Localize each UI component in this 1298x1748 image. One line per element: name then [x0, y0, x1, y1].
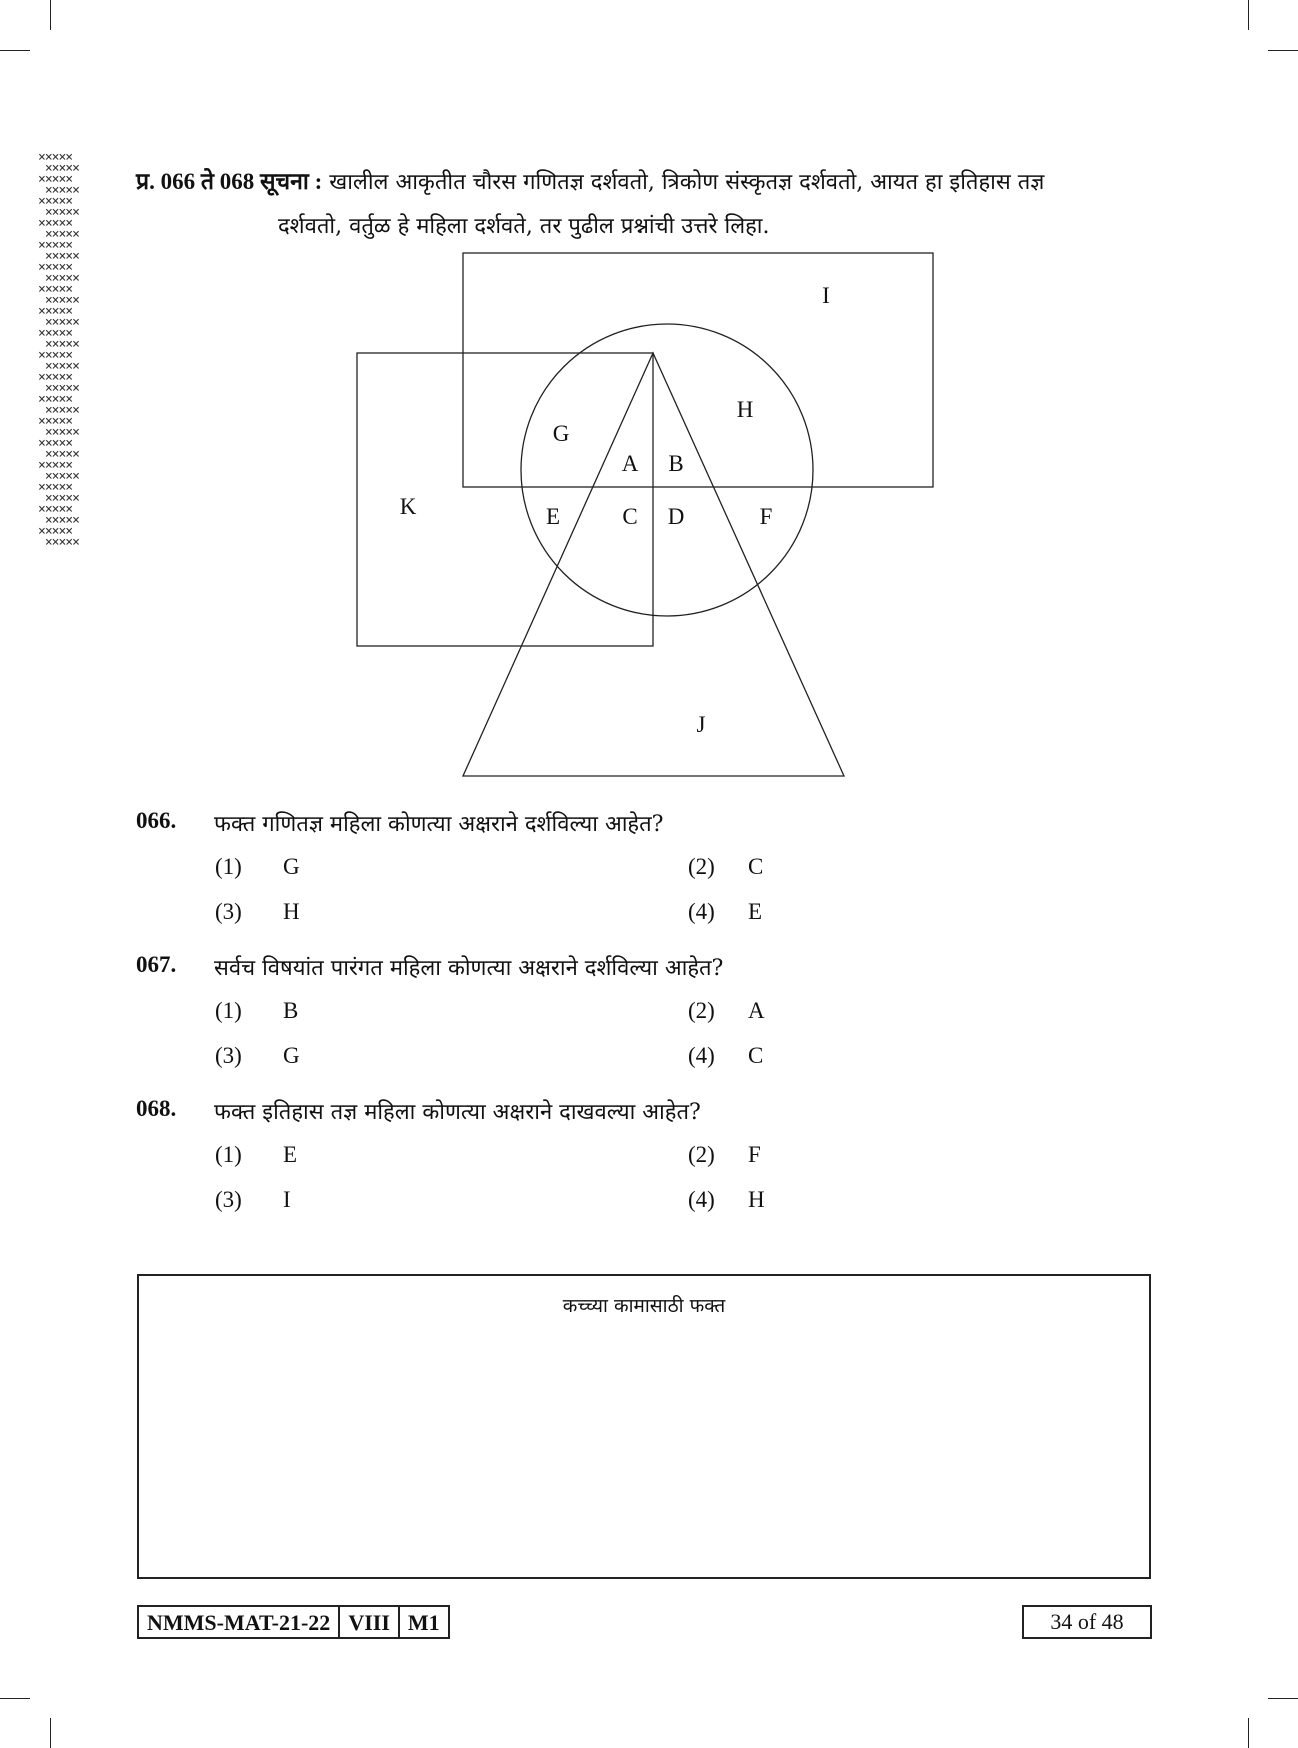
crop-mark — [0, 1698, 30, 1699]
rough-work-title: कच्च्या कामासाठी फक्त — [562, 1295, 726, 1317]
paper-code-box — [137, 1605, 450, 1639]
option-067-1[interactable] — [215, 998, 298, 1024]
option-number: (3) — [215, 1043, 242, 1068]
option-068-2[interactable] — [688, 1142, 761, 1168]
instruction-line-2: दर्शवतो, वर्तुळ हे महिला दर्शवते, तर पुढील प्रश्नांची उत्तरे लिहा. — [278, 214, 770, 239]
instruction-label: प्र. 066 ते 068 सूचना : — [136, 169, 323, 194]
option-068-3[interactable] — [215, 1187, 291, 1213]
rough-work-box — [137, 1274, 1151, 1579]
region-label-k: K — [399, 494, 417, 519]
decorative-x-pattern: ××××× ××××× ××××× ××××× ××××× ××××× ××××× ××××× ××××× ××××× ××××× ××××× ××××× ××××× ××××× ××××× ××××× ××××× ××××× ××××× ××××× ××××× ××××× ××××× ××××× ××××× ××××× ××××× ××××× ××××× ××××× ××××× ××××× ××××× ××××× ××××× — [38, 152, 79, 548]
region-label-c: C — [622, 504, 638, 529]
option-067-4[interactable] — [688, 1043, 763, 1069]
option-066-2[interactable] — [688, 854, 763, 880]
option-value: C — [748, 1043, 764, 1068]
region-label-e: E — [545, 504, 561, 529]
instruction-line-1: खालील आकृतीत चौरस गणितज्ञ दर्शवतो, त्रिकोण संस्कृतज्ञ दर्शवतो, आयत हा इतिहास तज्ञ — [329, 170, 1045, 195]
option-068-1[interactable] — [215, 1142, 297, 1168]
standard: VIII — [338, 1607, 398, 1637]
option-value: G — [283, 1043, 300, 1068]
option-value: E — [748, 899, 763, 924]
option-number: (2) — [688, 998, 715, 1023]
region-label-b: B — [668, 451, 684, 476]
region-label-g: G — [552, 421, 570, 446]
option-number: (1) — [215, 1142, 242, 1167]
option-066-1[interactable] — [215, 854, 300, 880]
region-label-i: I — [822, 283, 830, 308]
medium-code: M1 — [398, 1607, 448, 1637]
option-number: (4) — [688, 1187, 715, 1212]
option-number: (1) — [215, 998, 242, 1023]
option-value: F — [748, 1142, 761, 1167]
question-text: फक्त इतिहास तज्ञ महिला कोणत्या अक्षराने दाखवल्या आहेत? — [214, 1100, 701, 1125]
option-066-3[interactable] — [215, 899, 300, 925]
region-label-f: F — [759, 504, 773, 529]
option-number: (1) — [215, 854, 242, 879]
option-number: (3) — [215, 1187, 242, 1212]
page-number: 34 of 48 — [1022, 1605, 1152, 1639]
option-number: (3) — [215, 899, 242, 924]
region-label-h: H — [736, 397, 754, 422]
option-value: B — [283, 998, 299, 1023]
venn-diagram — [0, 0, 1298, 800]
crop-mark — [1248, 1718, 1249, 1748]
question-number: 066. — [136, 808, 177, 833]
region-label-a: A — [621, 451, 639, 476]
option-value: I — [283, 1187, 291, 1212]
option-number: (2) — [688, 854, 715, 879]
option-value: H — [283, 899, 300, 924]
option-067-2[interactable] — [688, 998, 765, 1024]
option-value: E — [283, 1142, 298, 1167]
option-value: G — [283, 854, 300, 879]
option-066-4[interactable] — [688, 899, 762, 925]
crop-mark — [1268, 1698, 1298, 1699]
option-067-3[interactable] — [215, 1043, 300, 1069]
circle-women — [521, 324, 813, 616]
option-068-4[interactable] — [688, 1187, 765, 1213]
question-number: 068. — [136, 1096, 177, 1121]
region-label-j: J — [696, 712, 706, 737]
option-number: (4) — [688, 1043, 715, 1068]
question-text: फक्त गणितज्ञ महिला कोणत्या अक्षराने दर्शविल्या आहेत? — [214, 812, 664, 837]
question-text: सर्वच विषयांत पारंगत महिला कोणत्या अक्षराने दर्शविल्या आहेत? — [214, 956, 724, 981]
region-label-d: D — [667, 504, 685, 529]
option-value: H — [748, 1187, 765, 1212]
crop-mark — [50, 1718, 51, 1748]
option-value: C — [748, 854, 764, 879]
paper-code: NMMS-MAT-21-22 — [147, 1610, 331, 1635]
option-number: (2) — [688, 1142, 715, 1167]
question-number: 067. — [136, 952, 177, 977]
option-value: A — [748, 998, 765, 1023]
option-number: (4) — [688, 899, 715, 924]
